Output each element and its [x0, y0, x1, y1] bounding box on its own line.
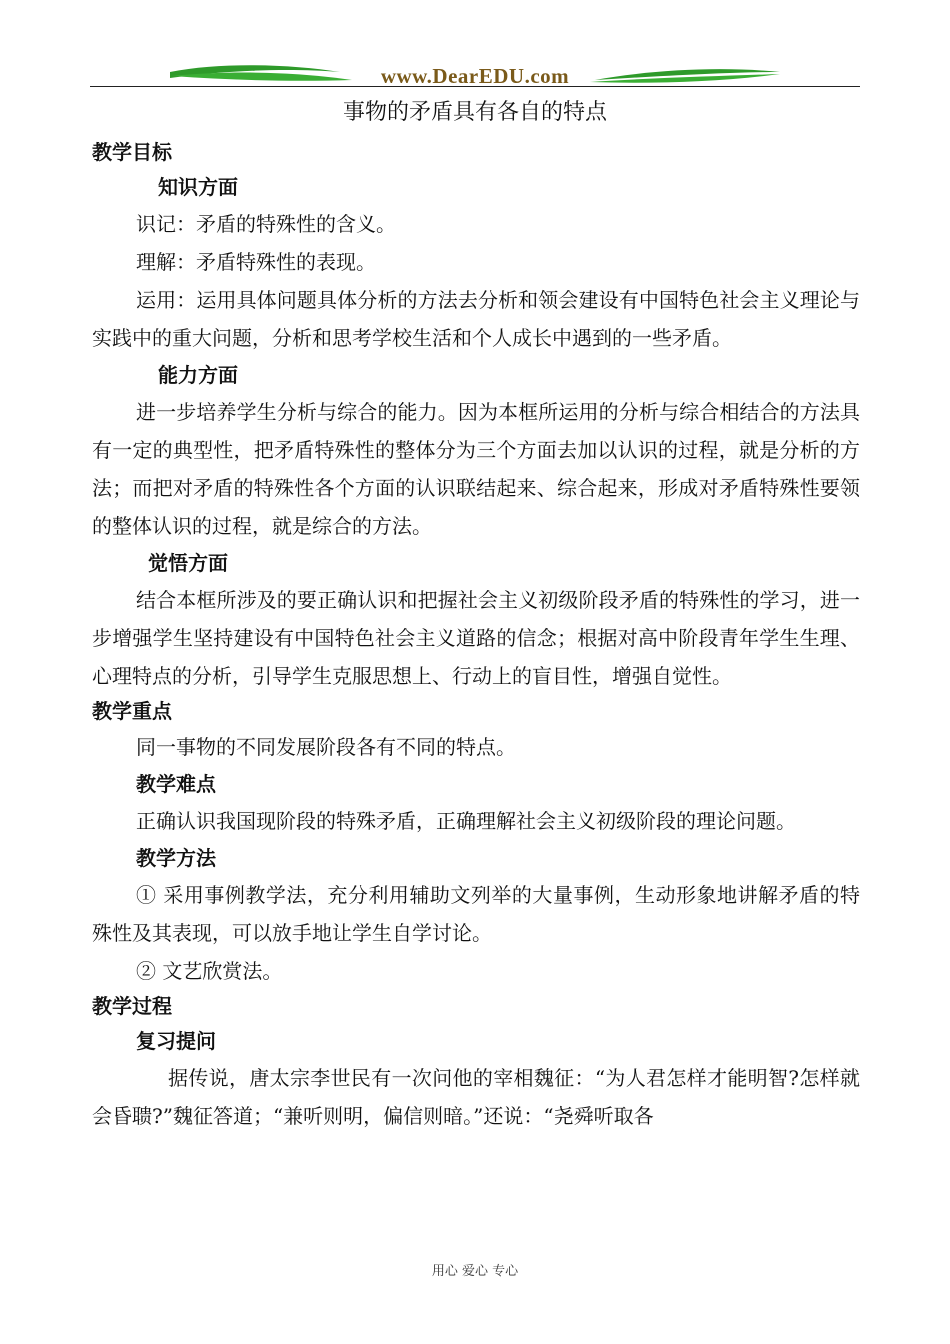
knowledge-item-apply: 运用：运用具体问题具体分析的方法去分析和领会建设有中国特色社会主义理论与实践中的重大问题，分析和思考学校生活和个人成长中遇到的一些矛盾。: [92, 288, 860, 350]
site-logo-text: www.DearEDU.com: [380, 64, 570, 88]
document-body: [92, 136, 860, 1135]
knowledge-heading: 知识方面: [158, 175, 238, 199]
knowledge-item-memorize: 识记：矛盾的特殊性的含义。: [136, 212, 396, 236]
awareness-heading: 觉悟方面: [148, 551, 228, 575]
focus-heading: 教学重点: [92, 699, 172, 723]
process-heading: 教学过程: [92, 994, 172, 1018]
method-item-2: ② 文艺欣赏法。: [136, 959, 283, 983]
review-paragraph: 据传说，唐太宗李世民有一次问他的宰相魏征：“为人君怎样才能明智?怎样就会昏聩?”魏征答道；“兼听则明，偏信则暗。”还说：“尧舜听取各: [92, 1066, 860, 1128]
method-item-1: ① 采用事例教学法，充分利用辅助文列举的大量事例，生动形象地讲解矛盾的特殊性及其表现，可以放手地让学生自学讨论。: [92, 883, 860, 945]
method-heading: 教学方法: [136, 846, 216, 870]
page-footer: 用心 爱心 专心: [431, 1264, 519, 1279]
difficulty-paragraph: 正确认识我国现阶段的特殊矛盾，正确理解社会主义初级阶段的理论问题。: [136, 809, 796, 833]
difficulty-heading: 教学难点: [136, 772, 216, 796]
knowledge-item-understand: 理解：矛盾特殊性的表现。: [136, 250, 376, 274]
awareness-paragraph: 结合本框所涉及的要正确认识和把握社会主义初级阶段矛盾的特殊性的学习，进一步增强学生坚持建设有中国特色社会主义道路的信念；根据对高中阶段青年学生生理、心理特点的分析，引导学生克服思想上、行动上的盲目性，增强自觉性。: [92, 588, 860, 688]
page-title: 事物的矛盾具有各自的特点: [342, 100, 607, 125]
review-heading: 复习提问: [136, 1029, 216, 1053]
focus-paragraph: 同一事物的不同发展阶段各有不同的特点。: [136, 735, 516, 759]
ability-paragraph: 进一步培养学生分析与综合的能力。因为本框所运用的分析与综合相结合的方法具有一定的典型性，把矛盾特殊性的整体分为三个方面去加以认识的过程，就是分析的方法；而把对矛盾的特殊性各个方面的认识联结起来、综合起来，形成对矛盾特殊性要领的整体认识的过程，就是综合的方法。: [92, 400, 860, 538]
header-rule: [90, 86, 860, 87]
ability-heading: 能力方面: [158, 363, 238, 387]
site-header: [90, 60, 860, 94]
objectives-heading: 教学目标: [92, 140, 172, 164]
